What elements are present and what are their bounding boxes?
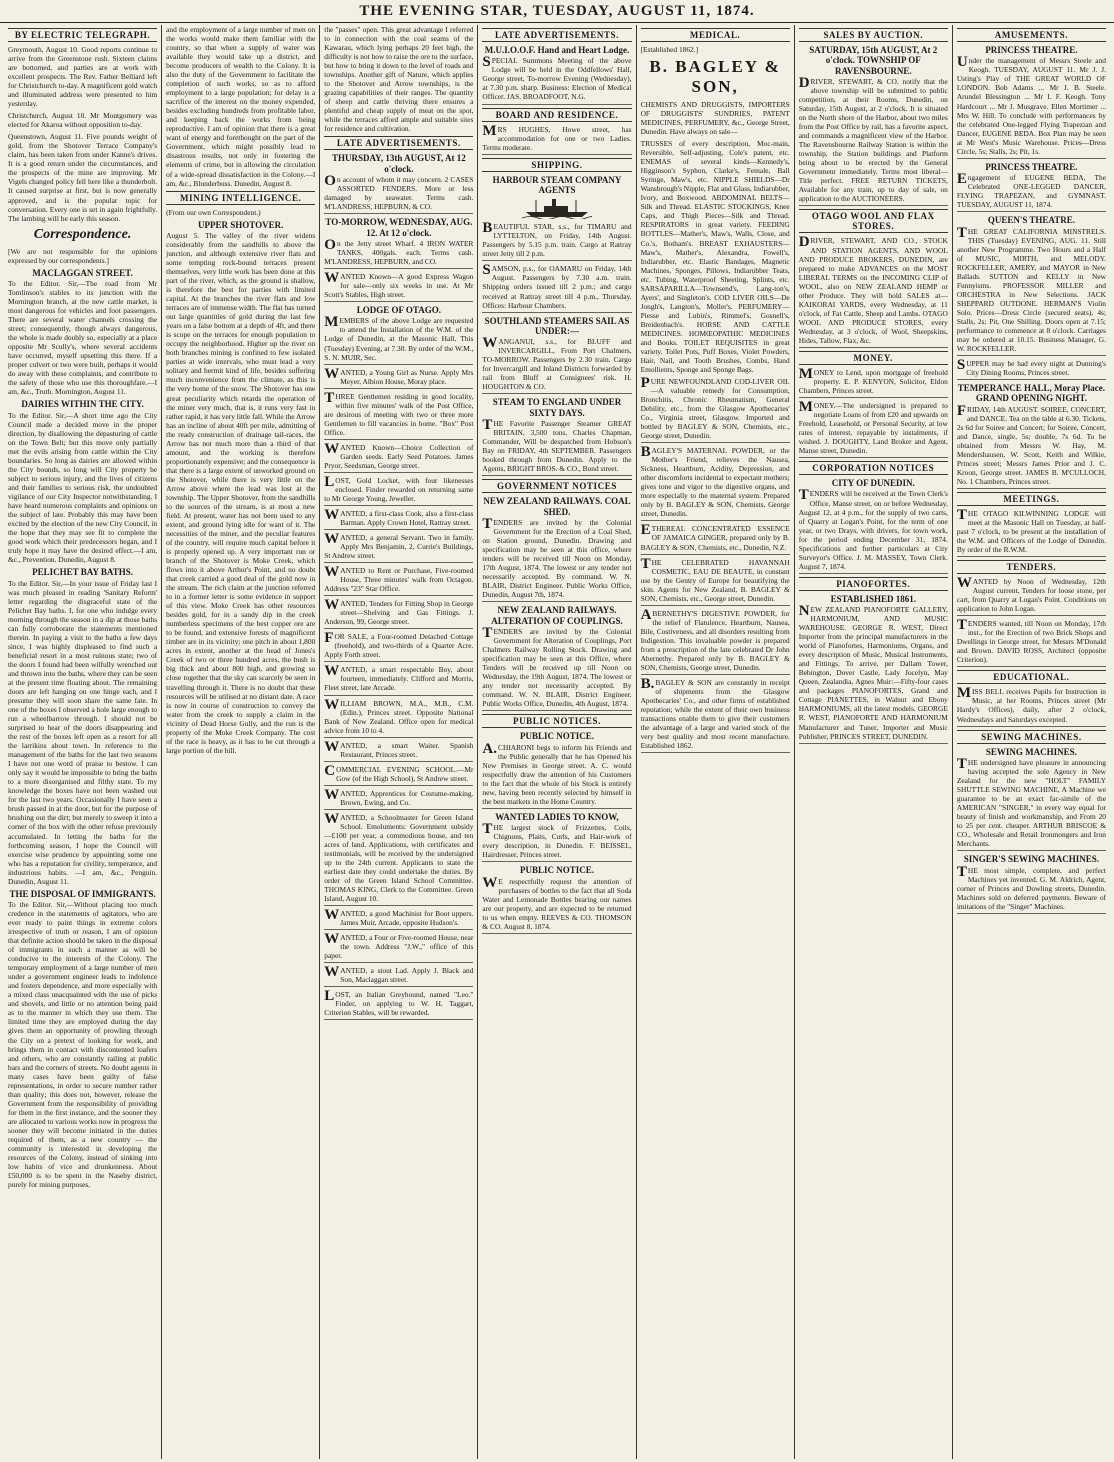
item-body: SAMSON, p.s., for OAMARU on Friday, 14th August. Passengers by 7.30 a.m. train. Shipping orders issued till 2 p.m.; and cargo received at Rattray street till 4 p.m., Thursday. Offices: Harbour Chambers. [482,262,632,310]
advertisement [640,675,790,753]
advertisement [324,990,473,1020]
advertisement [482,605,631,711]
section-heading: LATE ADVERTISEMENTS. [482,28,631,42]
item-body: TENDERS wanted, till Noon on Monday, 17th inst., for the Erection of two Brick Shops and Dwellings in George street, for Messrs M'Donald and Brown. DAVID ROSS, Architect (opposite Criterion). [956,617,1106,665]
section-heading: CORPORATION NOTICES [799,461,948,475]
item-body: THE OTAGO KILWINNING LODGE will meet at the Masonic Hall on Tuesday, at half-past 7 o'clock, to be present at the installation of the W.M. and Officers of the Lodge of Dunedin. By order of the R.W.M. [956,506,1106,555]
item-body: WANTED, Tenders for Fitting Shop in George street—Shelving and Gas Fittings. J. Anderson, 99, George street. [324,597,474,627]
item-heading: CITY OF DUNEDIN. [831,478,915,489]
column-2 [162,25,320,1459]
item-body: Queenstown, August 11. Five pounds weight of gold, from the Shotover Terrace Company's claim, has been taken from under Kanne's drives. It is a good return under the circumstances, and the prospects of the mine are improving. Mr Vigels changed policy fell here like a thunderbolt. It caused surprise at first, but is now generally approved, and is the popular topic for conversation. Every one is set in again frightfully. The lambing will be early this season. [8,132,158,223]
item-body: On account of whom it may concern. 2 CASES ASSORTED FENDERS. More or less damaged by seawater. Terms cash. M'LANDRESS, HEPBURN, & CO. [324,173,474,212]
item-body: MONEY to Lend, upon mortgage of freehold property. E. P. KENYON, Solicitor, Eldon Chambers, Princes street. [798,365,948,395]
item-heading: NEW ZEALAND RAILWAYS. ALTERATION OF COUPLINGS. [491,605,623,626]
item-body: August 5. The valley of the river widens considerably from the sandhills to above the junction, and although extensive river flats and some tempting rock-bound terraces present themselves, very little work has been done at this part of the river, which, as the ground is shallow, is therefore the best for parties with limited capital. At the branches the river flats and low terraces are of immense width. The flat has turned out large quantities of gold during the last few years on a false bottom at a depth of 4ft, and there is scope on the terraces for enough population to occupy the neighborhood. Higher up the river on both branches mining is confined to few isolated parties at wide intervals, who must lead a very solitary and hermit kind of life, besides suffering much inconvenience from the climate, as this is the very home of the snow. The Shotover has one great peculiarity which retards the operation of the miner very much, that is, it runs very fast in rather rapid, it has very little fall. While the Arrow has an incline of about 40ft per mile, admitting of the ready construction of drainage tail-races, the Arrow has not much more than a third of that amount, and the working is therefore proportionately expensive; and the consequence is that there is a large extent of unworked ground on the Shotover, while there is very little on the Arrow above where the lead was lost at the township. The Upper Shotover, from the sandhills to the sources of the stream, is at most a new field. At present, water has not been used to any extent, and ground lying idle for want of it. The necessities of the miner, and the peculiar features of the country, will require much capital before it is properly opened up. A very important run or branch of the Shotover is Moke Creek, which flows into it above Arthur's Point, and no doubt that creek carried a good deal of the gold now in the stream. The rich claim at the junction referred to in a former letter is some evidence in support of this view. Moke Creek has other resources besides gold, for in a sandy dip in the creek numberless specimens of the best copper ore are to be found, and extensive forests of magnificent timber are in its vicinity; one pitch in about 1,800 acres in extent, another at the head of Jones's Creek of two or three hundred acres, the bush is big thick and about 800 high, and growing so close together that the sky can scarcely be seen in travelling through it. There is no doubt that these resources will be utilised at no distant date. A race is now in course of construction to convey the water from the creek to supply a claim in the vicinity of Dead Horse Gully, and the run is the property of the Moke Creek Company. The cost of the race is heavy, as it has to be cut through a large portion of the hill. [166,230,316,755]
item-body: LOST, an Italian Greyhound, named "Leo." Finder, on applying to W. H. Taggart, Criterion Stables, will be rewarded. [324,988,474,1018]
advertisement [957,162,1106,212]
section-heading: EDUCATIONAL. [957,670,1106,684]
item-heading: PUBLIC NOTICE. [519,865,594,876]
section-heading: BOARD AND RESIDENCE. [482,108,631,122]
advertisement [324,365,474,389]
advertisement [956,356,1106,380]
item-body: [We are not responsible for the opinions expressed by our correspondents.] [8,246,158,265]
item-heading: PUBLIC NOTICE. [519,731,594,742]
item-heading: SATURDAY, 15th AUGUST, At 2 o'clock. TOWNSHIP OF RAVENSBOURNE. [809,45,938,76]
section-heading: GOVERNMENT NOTICES [482,479,631,493]
item-body: MEMBERS of the above Lodge are requested to attend the Installation of the W.M. of the Lodge of Dunedin, at the Masonic Hall, This (Tuesday) Evening, at 7.30. By order of the W.M., S. N. MUIR, Sec. [324,314,474,362]
item-body: THE largest stock of Frizzettes, Coils, Chignons, Plaits, Curls, and Hair-work of every description, in Dunedin. F. BEISSEL, Hairdresser, Princes street. [482,821,632,860]
item-body: B.BAGLEY & SON are constantly in receipt of shipments from the Glasgow Apothecaries' Co., and other firms of established reputation; while the extent of their own business transactions enable them to give their customers the advantage of a large and varied stock of the very best quality and most recent manufacture. Established 1862. [640,675,790,751]
advertisement [957,45,1106,159]
item-body: PURE NEWFOUNDLAND COD-LIVER OIL—A valuable remedy for Consumption, Bronchitis, Chronic Rheumatism, General Debility, etc., from the Glasgow Apothecaries' Co., Virginia street, Glasgow. Imported and bottled by BAGLEY & SON, Chemists, etc., George street, Dunedin. [640,374,790,441]
advertisement [957,687,1106,726]
advertisement [324,153,473,214]
advertisement [957,577,1106,616]
item-body: SUPPER may be had every night at Dunning's City Dining Rooms, Princes street. [956,356,1106,377]
item-body: To the Editor. Sir,—The road from Mr Tomlinson's stables to its junction with the Mornington branch, at the new cattle market, is most dangerous for vehicles and foot passengers. There are several water channels crossing the street; consequently, though always dangerous, the whole is made doubly so, especially at a place opposite Mr Scully's, where several accidents have occurred, myself upsetting this there. If a proper culvert or two were built, perhaps it would do away with these complaints, and contribute to the safety of those who use this thoroughfare.—I am, &c., Truth. Mornington, August 11. [8,279,158,397]
item-body: BEAUTIFUL STAR, s.s., for TIMARU and LYTTELTON, on Friday, 14th August. Passengers by 5.15 p.m. train. Cargo at Rattray street Jetty till 2 p.m. [482,220,632,259]
section-heading: PIANOFORTES. [799,577,948,591]
item-body: FRIDAY, 14th AUGUST. SOIREE, CONCERT, and DANCE. Tea on the table at 6.30. Tickets, 2s 6d for Soiree and Concert; for Soiree, Concert, and Dance, single, 5s; double, 7s 6d. To be obtained from Messrs W. Hay, M. Mendershausen, W. Scott, Keith and Wilkie, Princes street; Messrs James Prior and J. C. Kroon, George street. JAMES B. M'CULLOCH, No. 1 Chambers, Princes street. [956,402,1106,486]
advertisement [957,215,1106,356]
article [8,567,157,885]
item-body: On the Jetty street Wharf. 4 IRON WATER TANKS, 400gals. each. Terms cash. M'LANDRESS, HEPBURN, and CO. [324,236,474,266]
article [8,132,157,222]
advertisement [324,696,474,738]
item-body: MONEY.—The undersigned is prepared to negotiate Loans of from £20 and upwards on Freehold, Leasehold, or Personal Security, at low rates of interest, repayable by instalments, if wished. J. DOUGHTY, Land Broker and Agent, Manse street, Dunedin. [798,398,948,456]
column-3 [320,25,478,1459]
advertisement [324,389,474,440]
item-body: LOST, Gold Locket, with four likenesses enclosed. Finder rewarded on returning same to Mr George Young, Jeweller. [324,473,474,503]
item-heading: NEW ZEALAND RAILWAYS. COAL SHED. [483,496,631,517]
section-heading: MINING INTELLIGENCE. [166,191,315,205]
item-body: WANTED Known—A good Express Wagon for sale—only six weeks in use. At Mr Scott's Stables, High street. [324,269,474,300]
item-body: A.CHIARONI begs to inform his Friends and the Public generally that he has Opened his New Premises in George street. A. C. would respectfully draw the attention of his Customers to the fact that the whole of his Stock is entirely new, having been recently selected by himself in the best markets in the Home Country. [482,740,632,806]
advertisement [482,316,631,395]
item-heading: QUEEN'S THEATRE. [987,215,1076,226]
item-body: COMMERCIAL EVENING SCHOOL.—Mr Gow (of the High School), St Andrew street. [324,762,474,783]
item-body: Christchurch, August 10. Mr Montgomery was elected for Akaroa without opposition to-day. [8,111,158,130]
item-body: To the Editor. Sir,—In your issue of Friday last I was much pleased in reading 'Sanitary Reform' letter regarding the disgraceful state of the Pelichet Bay baths. I, for one who indulge every morning through the season in a dip at those baths can fully corroborate the statements mentioned therein. In paying a visit to the baths a few days since, I was highly displeased to find such a beneficial resort in a most ruinous state; two of the doors I found had been wilfully wrenched out and thrown into the baths, where they can be seen at the present time floating about. The remaining doors are left hanging on one hinge each, and I presume they will soon share the same fate. In one of the boxes I observed a hole large enough to run a wheelbarrow through. I should not be surprised to hear of the doors disappearing and the rest of the boxes left open as a resort for all the larrikins about town. In reference to the management of the baths for the last two seasons I have not one word of praise to bestow. I can only say it would be impossible to bring the baths to a more disorganised and filthy state. To my knowledge the boxes have not been washed out for the last two years. Occasionally I have seen a brush passed in at the door, but for the purpose of brushing out the dirt; but merely to sweep it into a corner of the box with the other refuse previously accumulated. In letting the baths for the forthcoming season, I hope the Council will exercise wise prudence by appointing some one who has a reputation for civility, temperance, and industrious habits. —I am, &c., Penguin. Dunedin, August 11. [8,578,158,886]
item-heading: WANTED LADIES TO KNOW, [495,811,619,822]
item-body: WANTED, a Four or Five-roomed House, near the town. Address "J.W.," office of this paper. [324,931,474,961]
article [8,399,157,564]
advertisement [324,810,474,906]
advertisement [324,506,474,530]
item-body: TENDERS are invited by the Colonial Government for Alteration of Couplings, Port Chalmers Railway Rolling Stock. Drawing and specification may be seen at this Office, where Tenders will be received up till Noon on Wednesday, the 19th August, 1874. The lowest or any tender not necessarily accepted. By command. W. N. BLAIR, District Engineer. Public Works Office, Dunedin, 4th August, 1874. [482,624,632,709]
item-body: To the Editor. Sir,—A short time ago the City Council made a decided move in the proper direction, by disallowing the depasturing of cattle on the Town Belt; but this move only partially met the evils arising from cattle within the City boundaries. So long as dairies are allowed within the City bounds, so long will City property be subject to serious injury, and the lives of citizens and their families to serious risk, the undoubted vigilance of our City Inspector notwithstanding. I have heard numerous complaints and opinions on the subject of late. Probably this may have been excited by the election of the new City Council, in the hope that they may see fit to complete the good work which their predecessors began, and I truly hope it may have the desired effect.—I am, &c., Prevention. Dunedin, August 8. [8,410,158,565]
advertisement [640,606,790,675]
item-heading: SOUTHLAND STEAMERS SAIL AS UNDER:— [484,315,630,336]
item-body: WANTED by Noon of Wednesday, 12th August current, Tenders for loose stone, per cart, from Quarry at Logan's Point. Conditions on application to John Logan. [956,575,1106,614]
article [166,25,315,188]
item-body: WANTED, a general Servant. Two in family. Apply Mrs Benjamin, 2, Currie's Buildings, St Andrew street. [324,531,474,561]
item-body: WANTED, a stout Lad. Apply J. Black and Son, Maclaggan street. [324,964,474,985]
article [641,57,790,136]
item-body: THE Favorite Passenger Steamer GREAT BRITAIN, 3,500 tons, Charles Chapman, Commander, Will be despatched from Hobson's Bay on FRIDAY, 4th SEPTEMBER. Passengers booked through from Dunedin. Apply to the Agents, BRIGHT BROS. & CO., Bond street. [482,417,632,474]
section-heading: MEETINGS. [957,492,1106,506]
item-body: THE CELEBRATED HAVANNAH COSMETIC, EAU DE BEAUTE, in constant use by the Gentry of Europe for beautifying the skin. Agents for New Zealand, B. BAGLEY & SON, Chemists, etc., George street, Dunedin. [640,555,790,603]
advertisement [482,45,631,105]
item-body: the "passes" open. This great advantage I referred to in connection with the coal seams of the Kawarau, which lying perhaps 20 feet high, the difficulty is not how to raise the ore to the surface, but how to bring it down to the level of roads and townships. Another gift of Nature, which applies to the Shotover and Arrow townships, is the grazing capabilities of their ranges. The quantity of sheep and cattle thriving there ensures a plentiful and cheap supply of meat on the spot, while the terraces afford ample and suitable sites for residence and cultivation. [324,25,474,134]
section-heading: PUBLIC NOTICES. [482,714,631,728]
item-body: [Established 1862.] [640,45,699,54]
item-body: THREE Gentlemen residing in good locality, within five minutes' walk of the Post Office, are desirous of meeting with two or three more Gentlemen to fill vacancies in home. "Box" Post Office. [324,389,474,437]
section-heading: AMUSEMENTS. [957,28,1106,42]
section-heading: LATE ADVERTISEMENTS. [324,136,473,150]
section-heading: Correspondence. [33,226,132,242]
advertisement [324,762,474,786]
advertisement [640,555,790,606]
column-7 [953,25,1110,1459]
advertisement [324,933,473,963]
item-body: TENDERS will be received at the Town Clerk's Office, Manse street, on or before Wednesday, August 12, at 4 p.m., for the supply of two carts, of Quarry at Logan's Point, for the term of one year, or two Drays, with drivers, for town work, for the period ending December 31, 1874. Specifications and further particulars at City Surveyor's Office. J. M. MASSEY, Town Clerk. August 7, 1874. [798,487,948,571]
item-body: THE most simple, complete, and perfect Machines yet invented. G. M. Aldrich, Agent, corner of Princes and Dowling streets, Dunedin. Machines sold on deferred payments. Beware of imitations of the "Singer" Machines. [956,863,1106,911]
item-body: FOR SALE, a Four-roomed Detached Cottage (freehold), and two-thirds of a Quarter Acre. Apply Forth street. [324,630,474,660]
advertisement [324,269,474,302]
advertisement [482,222,631,261]
item-heading: TO-MORROW, WEDNESDAY, AUG. 12. At 12 o'clock. [325,217,473,238]
advertisement [324,440,474,473]
item-body: WE respectfully request the attention of purchasers of bottles to the fact that all Soda Water and Lemonade Bottles bearing our names are our property, and are expected to be returned to us when empty. REEVES & CO. THOMSON & CO. August 8, 1874. [482,874,632,931]
item-body: WANTED, a Young Girl as Nurse. Apply Mrs Meyer, Albion House, Moray place. [324,365,474,386]
item-body: WANTED Known—Choice Collection of Garden seeds. Early Seed Potatoes. James Pryor, Seedsman, George street. [324,440,474,470]
advertisement [482,496,631,602]
advertisement [482,812,631,862]
advertisement [324,909,473,930]
column-4 [478,25,636,1459]
item-heading: UPPER SHOTOVER. [198,219,284,230]
item-heading: PRINCESS THEATRE. [985,161,1078,172]
advertisement [640,374,790,443]
item-body: BAGLEY'S MATERNAL POWDER, or the Mother's Friend, relieves the Nausea, Sickness, Heartburn, Acidity, Depression, and other discomforts incidental to expectant mothers; gives tone and vigor to the digestive organs, and more especially to the maternal system. Prepared only by B. BAGLEY & SON, Chemists, George street, Dunedin. [640,444,790,519]
item-heading: PRINCESS THEATRE. [985,45,1078,55]
article [641,45,790,54]
item-heading: PELICHET BAY BATHS. [32,567,133,578]
advertisement [482,122,632,155]
item-heading: SINGER'S SEWING MACHINES. [963,854,1100,865]
item-heading: SEWING MACHINES. [985,746,1077,757]
advertisement [957,854,1106,914]
advertisement [957,747,1106,852]
article [166,208,315,217]
advertisement [641,446,790,521]
section-heading: TENDERS. [957,560,1106,574]
item-body: WANTED, Apprentices for Costume-making. Brown, Ewing, and Co. [324,786,474,807]
item-body: Under the management of Messrs Steele and Keogh. TUESDAY, AUGUST 11. Mr J. J. Usting's Play of THE GREAT WORLD OF LONDON. Bob Adams ... Mr J. B. Steele. Arundel Blessington ... Mr I. F. Keogh. Tony Hardcourt ... Mr J. Musgrave. Ellen Mortimer ... Mrs W. Hill. To conclude with performances by the celebrated One-legged Flying Trapezian and Dancer, EUGENE BEDA. Box Plan may be seen at Mr West's Music Warehouse. Prices—Dress Circle, 5s; Stalls, 2s; Pit, 1s. [956,54,1106,156]
item-body: WANTED, a smart Waiter. Spanish Restaurant, Princes street. [324,738,474,759]
advertisement [324,305,473,365]
newspaper-columns [4,25,1110,1459]
advertisement [799,45,948,206]
item-body: TENDERS are invited by the Colonial Government for the Erection of a Coal Shed, on Station ground, Dunedin. Drawing and specification may be seen at this office, where tenders will be received till Noon on Monday, 17th August, 1874. The lowest or any tender not necessarily accepted. By command. W. N. BLAIR, District Engineer. Public Works Office, Dunedin, August 7th, 1874. [482,516,632,600]
item-body: SPECIAL Summons Meeting of the above Lodge will be held in the Oddfellows' Hall, George street, To-morrow Evening (Wednesday), at 7.30 p.m. sharp. Business: Election of Medical Officer. JAS. BROADFOOT, N.G. [482,54,632,102]
article [166,220,315,755]
item-body: ABERNETHY'S DIGESTIVE POWDER, for the relief of Flatulence, Heartburn, Nausea, Bile, Costiveness, and all disorders resulting from Indigestion. This invaluable powder is prepared from a prescription of the late celebrated Dr John Abernethy. Prepared only by B. BAGLEY & SON, Chemists, George street, Dunedin. [640,606,790,672]
item-body: (From our own Correspondent.) [166,207,261,217]
item-heading: STEAM TO ENGLAND UNDER SIXTY DAYS. [492,397,622,418]
section-heading: MEDICAL. [641,28,790,42]
item-body: WANTED, a smart respectable Boy, about fourteen, immediately. Clifford and Morris, Fleet street, late Arcade. [324,663,474,693]
section-heading: BY ELECTRIC TELEGRAPH. [8,28,157,42]
advertisement [324,632,473,662]
item-body: MRS HUGHES, Howe street, has accommodation for one or two Ladies. Terms moderate. [482,122,632,152]
advertisement [324,966,473,987]
item-body: CHEMISTS AND DRUGGISTS, IMPORTERS OF DRUGGISTS' SUNDRIES, PATENT MEDICINES, PERFUMERY, &c., George Street, Dunedin. Have always on sale— [640,100,790,137]
item-body: Greymouth, August 10. Good reports continue to arrive from the Greenstone rush. Sixteen claims are bottomed, and parties are at work with excellent prospects. The Rev. Father Belliard left for Christchurch to-day. A magnificent gold watch and illuminated address were presented to him yesterday. [8,45,158,109]
advertisement [324,665,473,695]
item-heading: MACLAGGAN STREET. [32,267,133,278]
item-heading: THE DISPOSAL OF IMMIGRANTS. [9,888,156,899]
item-body: and the employment of a large number of men on the works would make them familiar with the country, so that when a supply of water was available they would take up a district, and become producers of wealth to the Colony. It is also the duty of the Government to facilitate the completion of such works, so as to afford employment to a large population; for delay is a sacrifice of the interest on the money expended, besides excluding hundreds from profitable labor, and keeping back the works from being reproductive. I am of opinion that there is a great want of energy and forethought on the part of the Government, which might possibly lead to disastrous results, not only in fostering the elements of crime, but in allowing the circulation of a wide-spread dissatisfaction in the Colony.—I am, &c., Blunderbuss. Dunedin, August 8. [166,25,316,188]
advertisement [798,398,948,458]
article [8,247,157,265]
item-heading: M.U.I.O.O.F. Hand and Heart Lodge. [484,45,630,55]
item-heading: THURSDAY, 13th AUGUST, At 12 o'clock. [332,153,466,174]
item-body: THE undersigned have pleasure in announcing having accepted the sole Agency in New Zealand for the new "HOLT" FAMILY SHUTTLE SEWING MACHINE, A Machine we guarantee to be an exact fac-simile of the AMERICAN "SINGER," in every way equal for beauty of finish and workmanship, and From 20 to 25 per cent. cheaper. ARTHUR BRISCOE & CO., Wholesale and Retail Ironmongers and Iron Merchants. [956,755,1106,849]
item-body: TRUSSES of every description, Moc-main, Reversible, Self-adjusting, Cole's patent, etc. ENEMAS of several kinds—Kennedy's, Higginson's Syphon, Clarke's, Female, Ball Syringe, Maw's, etc. NIPPLE SHIELDS—Dr Wansbrough's Nipple, Flat and Glass, Indiarubber, Ivory, and Boxwood. ABDOMINAL BELTS—Silk and Thread. ELASTIC STOCKINGS, Knee Caps, and Thigh Pieces—Silk and Thread. RESPIRATORS in great variety. FEEDING BOTTLES—Mather's, Maw's, Walls, Close, and Co.'s, Botham's. BREAST EXHAUSTERS—Maw's, Mather's, Alexandra, Fowell's, Indiarubber, etc. Elastic Bandages, Magnetic Machines, Sponges, Pillows, Indiarubber Teats, etc. Tubing, Waterproof Sheeting, Splints, etc. SARSAPARILLA—Townsend's, Lang-ton's, Ayers', and Singleton's. COD LIVER OILS—De Jongh's, Langton's, Moller's. PERFUMERY—Piesse and Lubin's, Rimmel's, Gosnell's, Breidenbach's. HORSE AND CATTLE MEDICINES. HOMŒOPATHIC MEDICINES and Books. TOILET REQUISITES in great variety. Toilet Pots, Puff Boxes, Violet Powders, Hair, Nail, and Tooth Brushes, Combs, Hand Emollients, Sponge and Sponge Bags. [640,139,790,374]
advertisement [482,865,631,934]
article [8,268,157,397]
item-body: WANTED, a good Machinist for Boot uppers. James Muir, Arcade, opposite Hudson's. [324,907,474,928]
advertisement [324,566,473,596]
article [324,25,473,133]
section-heading: SEWING MACHINES. [957,730,1106,744]
advertisement [324,533,473,563]
column-1 [4,25,162,1459]
advertisement [482,264,631,312]
section-heading: OTAGO WOOL AND FLAX STORES. [799,209,948,233]
advertisement [799,478,948,574]
advertisement [957,619,1106,667]
item-heading: DAIRIES WITHIN THE CITY. [21,399,144,410]
section-heading: SALES BY AUCTION. [799,28,948,42]
article [8,45,157,108]
item-heading: ESTABLISHED 1861. [830,593,916,604]
item-body: THE GREAT CALIFORNIA MINSTRELS. THIS (Tuesday) EVENING, AUG. 11. Still another New Programme. Two Hours and a Half of MUSIC, MIRTH, and MELODY. ROCKFELLER, AMERY, and MAYOR in New Ballads. SUTTON and KELLY in New Funnyisms. PROFESSOR MILLER and ORCHESTRA in New Selections. JACK SHEPPARD OUTDONE. HERMAN'S Violin Solo. Prices—Dress Circle (secured seats), 4s; Stalls, 2s; Pit, One Shilling. Doors open at 7.15; performance to commence at 8 o'clock. Carriages may be ordered at 10.15. Business Manager, G. W. ROCKFELLER. [956,224,1106,353]
item-body: WANGANUI, s.s., for BLUFF and INVERCARGILL, From Port Chalmers, TO-MORROW. Passengers by 2.30 train. Cargo for Invercargill and Inland Districts forwarded by rail from Bluff at Consignees' risk. H. HOUGHTON & CO. [482,335,632,392]
advertisement [324,473,474,506]
advertisement [798,365,948,398]
advertisement [482,397,631,476]
advertisement [641,524,790,554]
advertisement [957,383,1106,489]
article [641,139,790,374]
column-6 [795,25,953,1459]
item-body: WILLIAM BROWN, M.A., M.B., C.M. (Edin.), Princes street. Opposite National Bank of New Zealand. Office open for medical advice from 10 to 4. [324,696,474,735]
shipping-notice [482,175,631,220]
advertisement [799,594,948,744]
item-heading: TEMPERANCE HALL, Moray Place. GRAND OPENING NIGHT. [957,383,1106,404]
advertisement [799,236,948,347]
item-body: MISS BELL receives Pupils for Instruction in Music, at her Rooms, Princes street (Mr Hardy's Offices), daily, after 2 o'clock, Wednesdays and Saturdays excepted. [956,685,1106,724]
advertisement [324,599,473,629]
item-heading: LODGE OF OTAGO. [356,305,441,316]
advertisement [324,738,474,762]
item-body: WANTED to Rent or Purchase, Five-roomed House, Three minutes' walk from Octagon. Address "23" Star Office. [324,564,474,594]
advertisement [482,731,631,809]
steamship-icon [522,197,592,219]
advertisement [324,786,474,810]
item-body: To the Editor. Sir,—Without placing too much credence in the statements of agitators, who are ever ready to paint things in extreme colors irrespective of truth or reason, I am of opinion that definite action should be taken in the disposal of immigrants in such a manner as will be conducive to the interests of the Colony. The temporary employment of a large number of men under a government engineer leads to indolence and fosters dependence, and more especially with a mixed class unacquainted with the use of picks and shovels, and little or no attention being paid as to the manner in which they use them. The limited time they are employed during the day gives them an opportunity of prowling through the City on a pretext of looking for work, and brings them in contact with discontented loafers and others, who are constantly railing at public bars and the corners of streets. No doubt agents in many cases have been guilty of false representations, in order to secure number rather than quality; this does not, however, release the Government from the responsibility of providing for them in the first instance, and the sooner they are allocated to various works now in progress the sooner they will become initiated in the duties required of them, as a new country — the community is interested in developing the resources of the Colony, instead of sinking into low habits of vice and drunkenness. About £50,000 is to be spent in the Naseby district, purely for mining purposes, [8,900,158,1189]
section-heading: MONEY. [799,351,948,365]
item-body: DRIVER, STEWART, AND CO., STOCK AND STATION AGENTS, AND WOOL AND PRODUCE BROKERS, DUNEDIN, are prepared to make ADVANCES on the MOST LIBERAL TERMS on the INCOMING CLIP of WOOL, also on NEW ZEALAND HEMP or other Produce. They will hold SALES at— KAIKORAI YARDS, every Wednesday, at 11 o'clock, of Fat Cattle, Sheep and Lambs. OTAGO WOOL AND PRODUCE STORES, every Wednesday, at 3 o'clock, of Wool, Sheepskins, Hides, Tallow, Flax, &c. [798,234,948,345]
item-body: WANTED, a Schoolmaster for Green Island School. Emoluments: Government subsidy—£100 per year, a commodious house, and ten acres of land. Applications, with certificates and testimonials, will be received by the undersigned up to the 24th current. Applicants to state the earliest date they could undertake the duties. By order of the Green Island School Committee. THOMAS KING, Clerk to the Committee. Green Island, August 10. [324,810,474,904]
item-heading: HARBOUR STEAM COMPANY AGENTS [492,174,622,195]
advertisement [956,506,1106,557]
masthead: THE EVENING STAR, TUESDAY, AUGUST 11, 1874. [0,0,1114,23]
column-5 [637,25,795,1459]
item-body: NEW ZEALAND PIANOFORTE GALLERY, HARMONIUM, AND MUSIC WAREHOUSE. GEORGE R. WEST, Direct Importer from the principal manufacturers in the world of Pianofortes, Harmoniums, Organs, and every description of Music, Musical Instruments, and Fittings. To arrive, per Dallam Tower, Bebington, Dover Castle, Lady Jocelyn, May Queen, Zealandia, Agnes Muir:—Fifty-four cases and packages PIANOFORTES, Grand and Cottage PIANETTES, in Walnut and Ebony HARMONIUMS, all the latest models. GEORGE R. WEST, PIANOFORTE AND HARMONIUM Manufacturer and Tuner, Importer and Music Publisher, PRINCES STREET, DUNEDIN. [798,603,948,741]
section-heading: SHIPPING. [482,158,631,172]
advertisement [324,217,473,269]
article [8,111,157,129]
item-body: WANTED, a first-class Cook, also a first-class Barman. Apply Crown Hotel, Rattray street. [324,506,474,527]
item-body: Engagement of EUGENE BEDA, The Celebrated ONE-LEGGED DANCER, FLYING TRAPEZAN, and GYMNAST. TUESDAY, AUGUST 11, 1874. [956,171,1106,210]
article [8,889,157,1189]
item-body: DRIVER, STEWART, & CO. notify that the above township will be submitted to public competition, at their Rooms, Dunedin, on Saturday, 15th August, at 2 o'clock. It is situated on the North shore of the Harbor, about two miles from the Post Office by rail, has a favorite aspect, and commands a magnificent view of the Harbor. The Ravensbourne Railway Station is within the township, the Station buildings and Platform being about to be erected by the General Government immediately. Terms most liberal—Title perfect. FREE RETURN TICKETS, Available for any train, up to day of sale, on application to the AUCTIONEERS. [798,75,948,204]
item-body: ETHEREAL CONCENTRATED ESSENCE OF JAMAICA GINGER, prepared only by B. BAGLEY & SON, Chemists, etc., Dunedin, N.Z. [640,522,790,552]
item-heading: B. BAGLEY & SON, [649,57,781,97]
